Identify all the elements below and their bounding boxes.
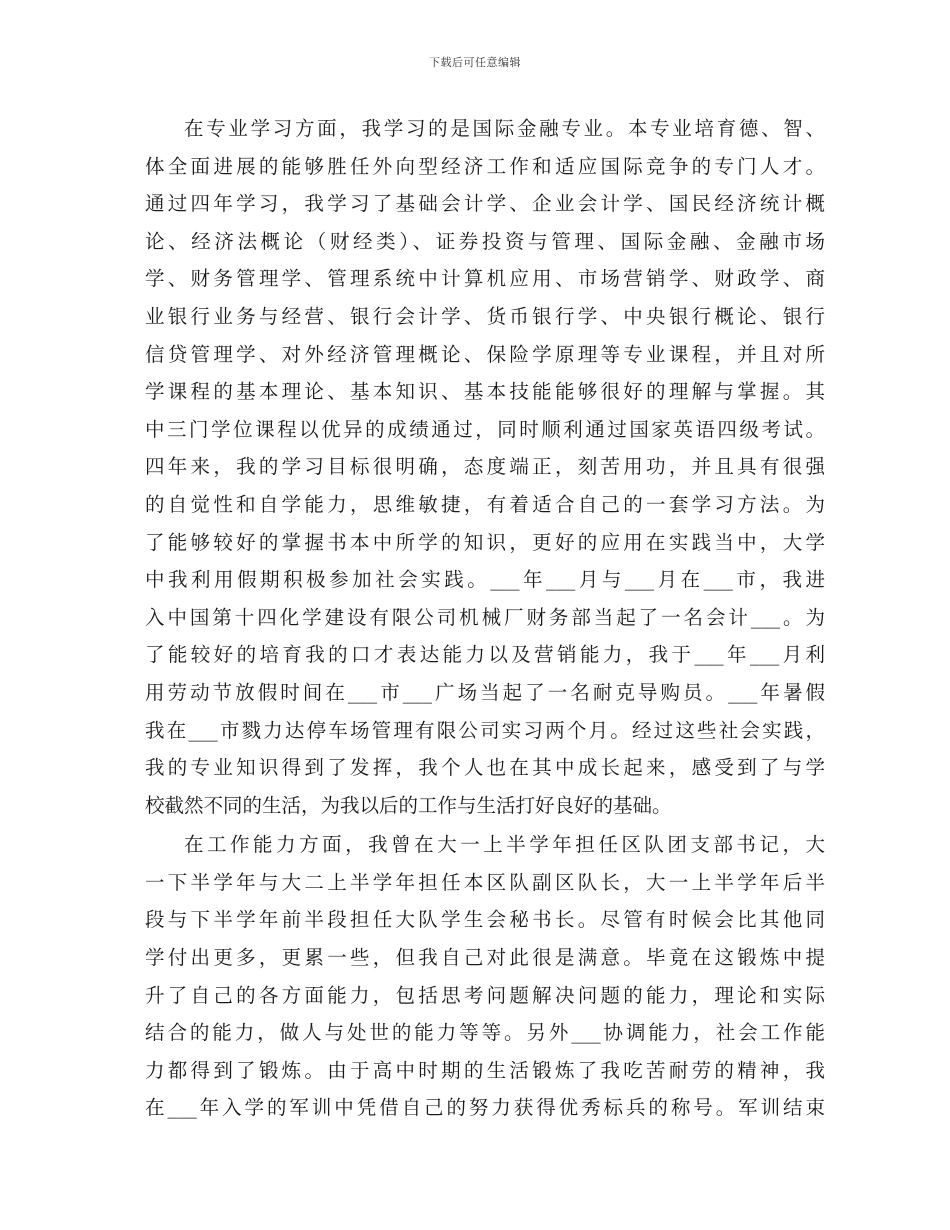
text-line: 在___年入学的军训中凭借自己的努力获得优秀标兵的称号。军训结束: [145, 1096, 825, 1120]
text-line: 升了自己的各方面能力，包括思考问题解决问题的能力，理论和实际: [145, 983, 825, 1007]
text-line: 了能够较好的掌握书本中所学的知识，更好的应用在实践当中，大学: [145, 530, 825, 554]
text-line: 用劳动节放假时间在___市___广场当起了一名耐克导购员。___年暑假: [145, 680, 825, 704]
text-line: 结合的能力，做人与处世的能力等等。另外___协调能力，社会工作能: [145, 1021, 825, 1045]
text-line: 校截然不同的生活，为我以后的工作与生活打好良好的基础。: [145, 793, 672, 817]
text-line: 体全面进展的能够胜任外向型经济工作和适应国际竞争的专门人才。: [145, 154, 825, 178]
text-line: 在专业学习方面，我学习的是国际金融专业。本专业培育德、智、: [184, 117, 825, 140]
text-line: 中我利用假期积极参加社会实践。___年___月与___月在___市，我进: [145, 568, 825, 592]
text-line: 我的专业知识得到了发挥，我个人也在其中成长起来，感受到了与学: [145, 756, 825, 780]
text-line: 业银行业务与经营、银行会计学、货币银行学、中央银行概论、银行: [145, 304, 825, 328]
document-body: [145, 110, 825, 1127]
paragraph-study: [145, 110, 825, 824]
text-line: 的自觉性和自学能力，思维敏捷，有着适合自己的一套学习方法。为: [145, 492, 825, 516]
text-line: 一下半学年与大二上半学年担任本区队副区队长，大一上半学年后半: [145, 870, 825, 894]
text-line: 四年来，我的学习目标很明确，态度端正，刻苦用功，并且具有很强: [145, 455, 825, 479]
text-line: 论、经济法概论（财经类）、证券投资与管理、国际金融、金融市场: [145, 229, 825, 253]
text-line: 信贷管理学、对外经济管理概论、保险学原理等专业课程，并且对所: [145, 342, 825, 366]
text-line: 学课程的基本理论、基本知识、基本技能能够很好的理解与掌握。其: [145, 380, 825, 404]
text-line: 力都得到了锻炼。由于高中时期的生活锻炼了我吃苦耐劳的精神，我: [145, 1058, 825, 1082]
text-line: 在工作能力方面，我曾在大一上半学年担任区队团支部书记，大: [184, 833, 825, 857]
text-line: 学付出更多，更累一些，但我自己对此很是满意。毕竟在这锻炼中提: [145, 946, 825, 970]
header-note: 下载后可任意编辑: [429, 56, 521, 69]
text-line: 学、财务管理学、管理系统中计算机应用、市场营销学、财政学、商: [145, 267, 825, 291]
paragraph-work: [145, 826, 825, 1127]
text-line: 中三门学位课程以优异的成绩通过，同时顺利通过国家英语四级考试。: [145, 417, 825, 441]
text-line: 了能较好的培育我的口才表达能力以及营销能力，我于___年___月利: [145, 643, 825, 667]
text-line: 我在___市戮力达停车场管理有限公司实习两个月。经过这些社会实践，: [145, 718, 825, 742]
text-line: 段与下半学年前半段担任大队学生会秘书长。尽管有时候会比其他同: [145, 908, 825, 932]
text-line: 入中国第十四化学建设有限公司机械厂财务部当起了一名会计___。为: [145, 605, 825, 629]
text-line: 通过四年学习，我学习了基础会计学、企业会计学、国民经济统计概: [145, 192, 825, 216]
